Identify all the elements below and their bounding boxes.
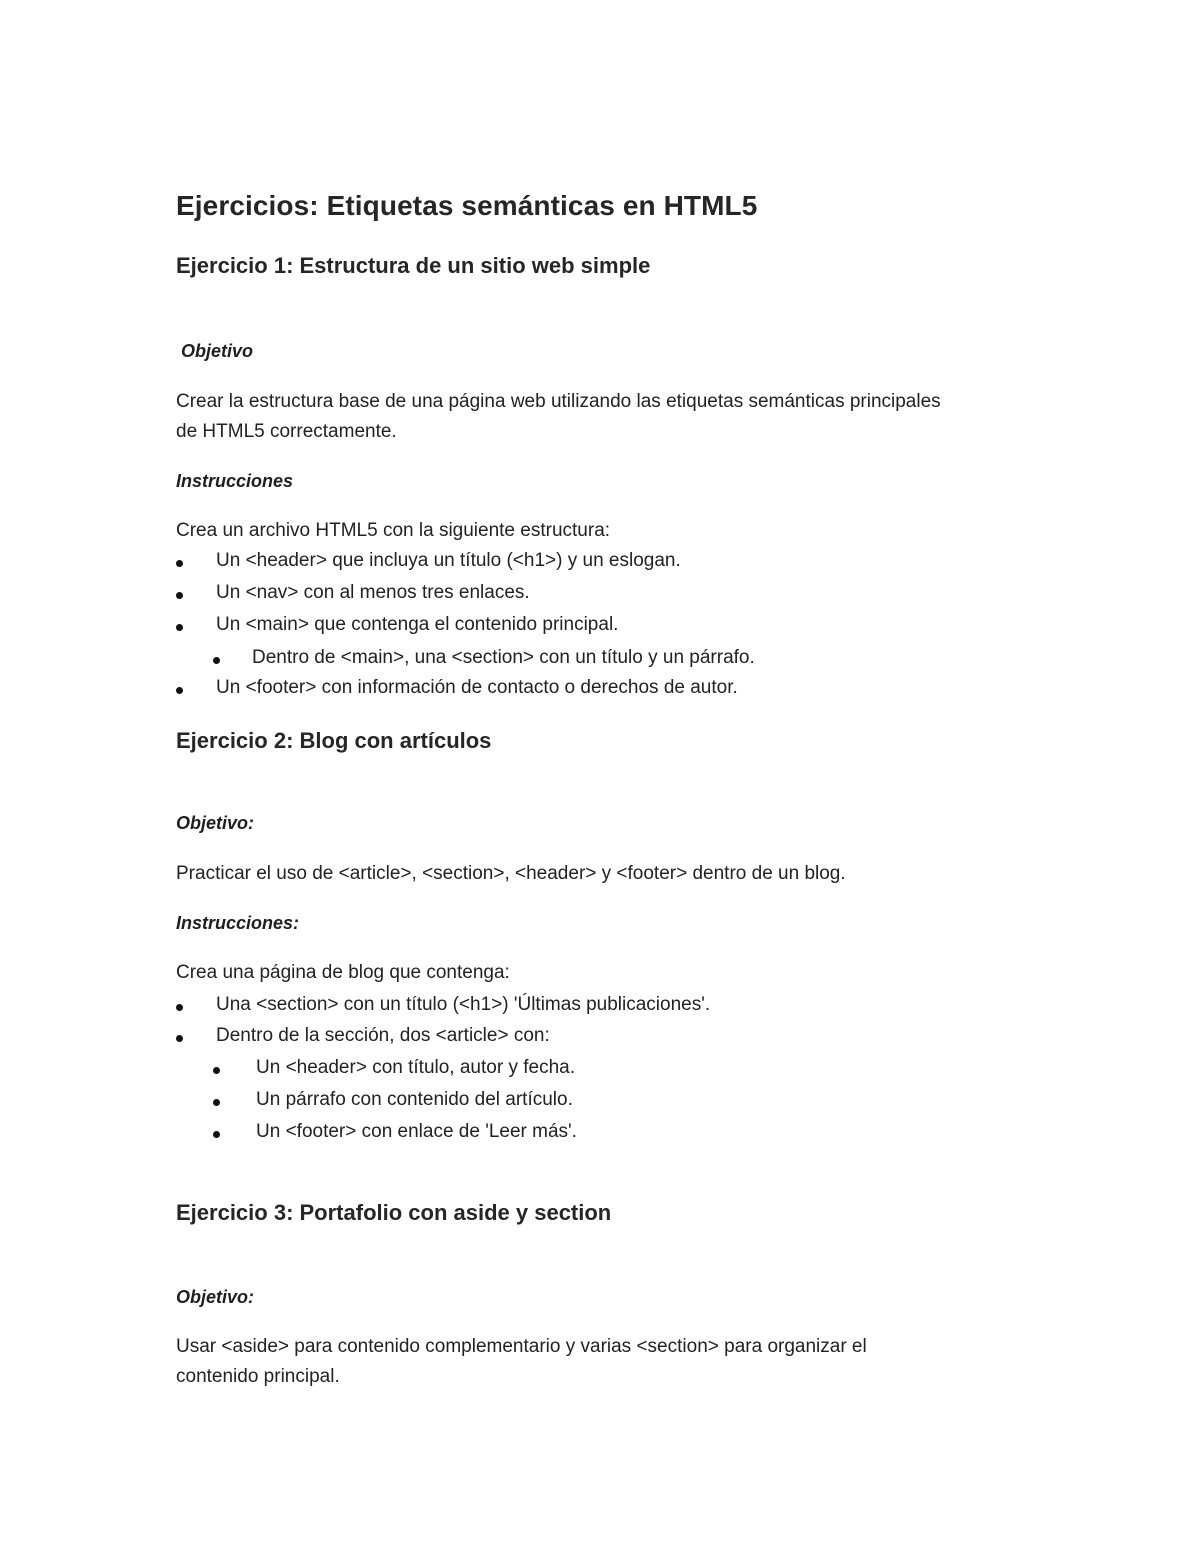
exercise-2-instructions-label: Instrucciones: bbox=[176, 913, 300, 933]
bullet-icon bbox=[213, 1099, 220, 1106]
exercise-2-objective-text: Practicar el uso de <article>, <section>, <header> y <footer> dentro de un blog. bbox=[176, 863, 846, 884]
list-item-text: Un <header> con título, autor y fecha. bbox=[256, 1057, 575, 1078]
list-item-text: Un <header> que incluya un título (<h1>) y un eslogan. bbox=[216, 550, 681, 571]
bullet-icon bbox=[176, 687, 183, 694]
exercise-1-objective-line-1: Crear la estructura base de una página web utilizando las etiquetas semánticas principales bbox=[176, 391, 941, 412]
bullet-icon bbox=[176, 1035, 183, 1042]
exercise-1-instructions-label: Instrucciones bbox=[176, 471, 294, 491]
bullet-icon bbox=[176, 624, 183, 631]
list-item-text: Dentro de <main>, una <section> con un título y un párrafo. bbox=[252, 647, 755, 668]
document-title: Ejercicios: Etiquetas semánticas en HTML5 bbox=[176, 190, 758, 221]
exercise-1-objective-label: Objetivo bbox=[181, 341, 254, 361]
exercise-1-heading: Ejercicio 1: Estructura de un sitio web simple bbox=[176, 253, 651, 278]
list-item-text: Una <section> con un título (<h1>) 'Últimas publicaciones'. bbox=[216, 994, 711, 1015]
exercise-1-instructions-intro: Crea un archivo HTML5 con la siguiente estructura: bbox=[176, 520, 611, 541]
exercise-1-objective-line-2: de HTML5 correctamente. bbox=[176, 421, 397, 442]
bullet-icon bbox=[176, 592, 183, 599]
list-item-text: Un <footer> con enlace de 'Leer más'. bbox=[256, 1121, 577, 1142]
exercise-2-instructions-intro: Crea una página de blog que contenga: bbox=[176, 962, 510, 983]
exercise-3-objective-line-2: contenido principal. bbox=[176, 1366, 340, 1387]
list-item-text: Un <footer> con información de contacto o derechos de autor. bbox=[216, 677, 738, 698]
exercise-2-heading: Ejercicio 2: Blog con artículos bbox=[176, 728, 492, 753]
list-item-text: Un <nav> con al menos tres enlaces. bbox=[216, 582, 530, 603]
exercise-3-objective-line-1: Usar <aside> para contenido complementario y varias <section> para organizar el bbox=[176, 1336, 867, 1357]
bullet-icon bbox=[213, 1131, 220, 1138]
exercise-2-objective-label: Objetivo: bbox=[176, 813, 255, 833]
exercise-3-heading: Ejercicio 3: Portafolio con aside y section bbox=[176, 1200, 612, 1225]
bullet-icon bbox=[213, 1067, 220, 1074]
bullet-icon bbox=[213, 657, 220, 664]
bullet-icon bbox=[176, 560, 183, 567]
bullet-icon bbox=[176, 1004, 183, 1011]
list-item-text: Un <main> que contenga el contenido principal. bbox=[216, 614, 619, 635]
list-item-text: Un párrafo con contenido del artículo. bbox=[256, 1089, 573, 1110]
list-item-text: Dentro de la sección, dos <article> con: bbox=[216, 1025, 550, 1046]
exercise-3-objective-label: Objetivo: bbox=[176, 1287, 255, 1307]
